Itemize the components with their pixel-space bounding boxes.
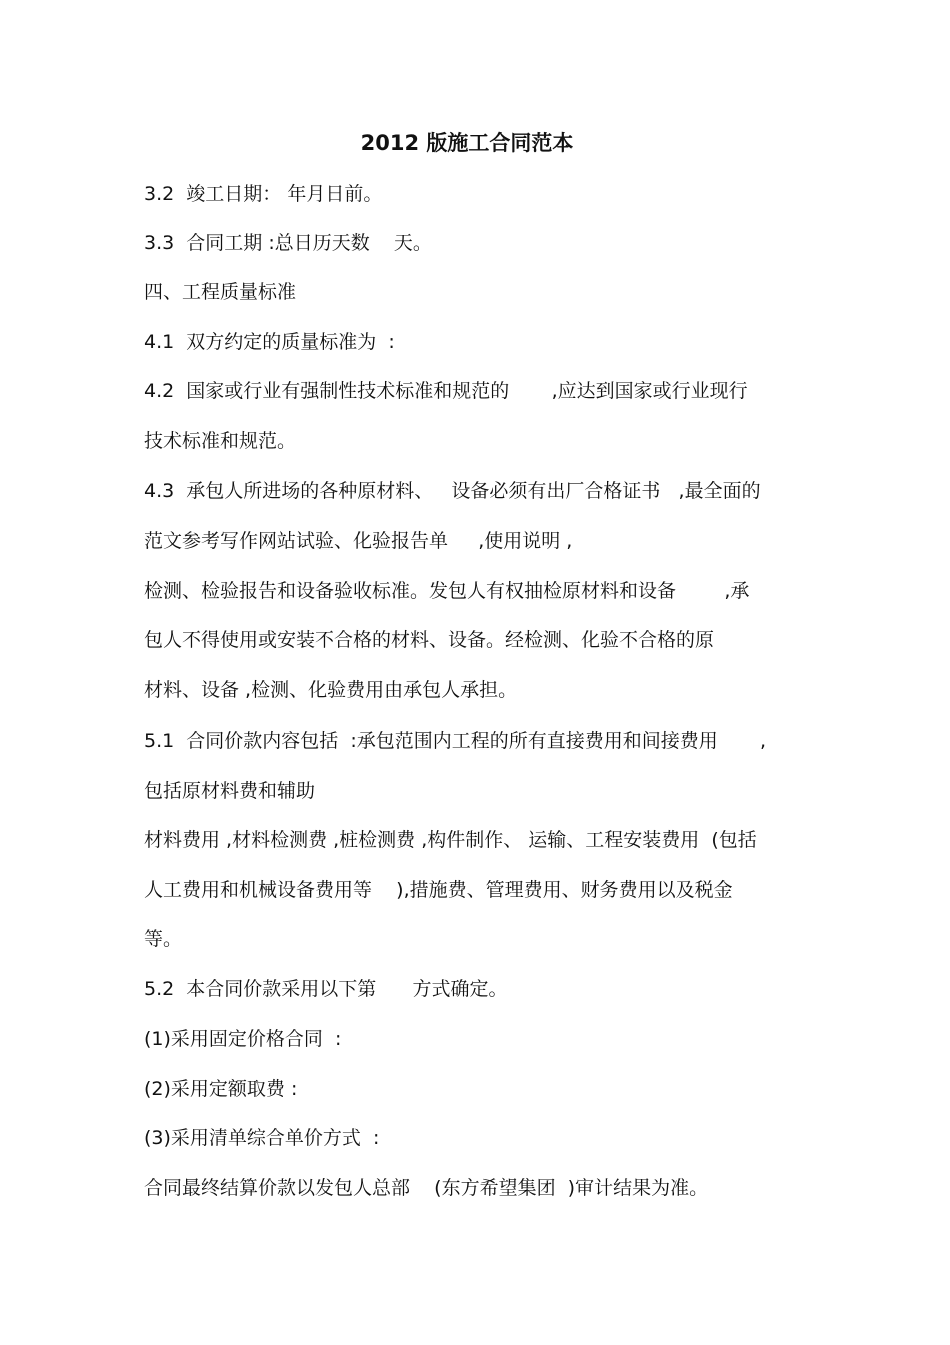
clause-4-3: 4.3 承包人所进场的各种原材料、 设备必须有出厂合格证书 ,最全面的	[144, 480, 761, 502]
clause-5-1-line-2: 包括原材料费和辅助	[144, 780, 316, 802]
clause-4-2: 4.2 国家或行业有强制性技术标准和规范的 ,应达到国家或行业现行	[144, 380, 748, 402]
clause-5-2: 5.2 本合同价款采用以下第 方式确定。	[144, 978, 508, 1000]
clause-5-1: 5.1 合同价款内容包括 :承包范围内工程的所有直接费用和间接费用 ,	[144, 730, 767, 752]
clause-3-2: 3.2 竣工日期： 年月日前。	[144, 183, 383, 205]
clause-4-3-line-3: 检测、检验报告和设备验收标准。发包人有权抽检原材料和设备 ,承	[144, 580, 750, 602]
document-title: 2012 版施工合同范本	[360, 131, 574, 155]
clause-4-2-cont: 技术标准和规范。	[144, 430, 297, 452]
pricing-option-2: (2)采用定额取费 :	[144, 1078, 298, 1100]
section-heading-4: 四、工程质量标准	[144, 281, 297, 303]
clause-4-1: 4.1 双方约定的质量标准为 :	[144, 331, 395, 353]
clause-4-3-line-2: 范文参考写作网站试验、化验报告单 ,使用说明 ,	[144, 530, 573, 552]
clause-5-1-line-5: 等。	[144, 928, 183, 950]
final-settlement-note: 合同最终结算价款以发包人总部 (东方希望集团 )审计结果为准。	[144, 1177, 709, 1199]
clause-4-3-line-4: 包人不得使用或安装不合格的材料、设备。经检测、化验不合格的原	[144, 629, 715, 651]
pricing-option-3: (3)采用清单综合单价方式 :	[144, 1127, 380, 1149]
clause-5-1-line-4: 人工费用和机械设备费用等 ),措施费、管理费用、财务费用以及税金	[144, 879, 733, 901]
clause-5-1-line-3: 材料费用 ,材料检测费 ,桩检测费 ,构件制作、 运输、工程安装费用 (包括	[144, 829, 757, 851]
pricing-option-1: (1)采用固定价格合同 :	[144, 1028, 342, 1050]
clause-3-3: 3.3 合同工期 :总日历天数 天。	[144, 232, 432, 254]
clause-4-3-line-5: 材料、设备 ,检测、化验费用由承包人承担。	[144, 679, 518, 701]
